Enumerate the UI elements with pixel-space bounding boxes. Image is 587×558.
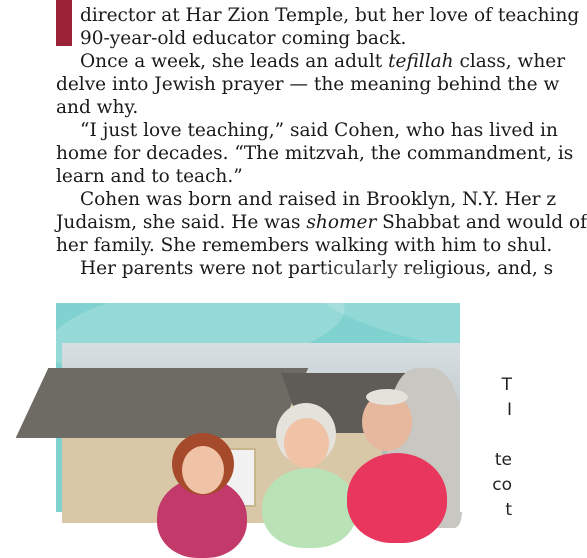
person-center-face	[284, 418, 329, 468]
photo-frame	[56, 303, 512, 512]
text-span: Shabbat and would of	[376, 212, 587, 233]
article-line-2: 90-year-old educator coming back.	[80, 28, 407, 49]
text-span: Judaism, she said. He was	[56, 212, 307, 233]
article-line-7: home for decades. “The mitzvah, the commandment, is	[56, 143, 574, 164]
article-line-8: learn and to teach.”	[56, 166, 243, 187]
person-center-shirt	[262, 468, 357, 548]
italic-term: shomer	[306, 212, 377, 233]
text-span: class, wher	[453, 51, 566, 72]
person-right-hair	[366, 389, 408, 405]
drop-cap-initial	[56, 0, 72, 46]
house-roof	[16, 368, 309, 438]
article-line-11: her family. She remembers walking with him to shul.	[56, 235, 553, 256]
article-line-1: director at Har Zion Temple, but her love of teaching	[80, 5, 580, 26]
article-line-3	[80, 50, 565, 73]
caption-fragment: I	[506, 400, 512, 420]
article-line-10	[56, 211, 587, 234]
article-line-5: and why.	[56, 97, 139, 118]
caption-fragment: co	[492, 475, 512, 495]
photo-three-people	[62, 343, 460, 523]
caption-sidebar	[460, 303, 512, 520]
person-right-shirt	[347, 453, 447, 543]
article-line-12: Her parents were not particularly religious, and, s	[80, 258, 554, 279]
person-left-face	[182, 446, 224, 494]
caption-fragment: te	[494, 450, 512, 470]
caption-fragment: T	[501, 375, 512, 395]
article-line-6: “I just love teaching,” said Cohen, who has lived in	[80, 120, 558, 141]
text-span: Once a week, she leads an adult	[80, 51, 389, 72]
caption-fragment: t	[505, 500, 512, 520]
italic-term: tefillah	[388, 51, 454, 72]
article-line-9: Cohen was born and raised in Brooklyn, N.Y. Her z	[80, 189, 557, 210]
article-line-4: delve into Jewish prayer — the meaning behind the w	[56, 74, 560, 95]
